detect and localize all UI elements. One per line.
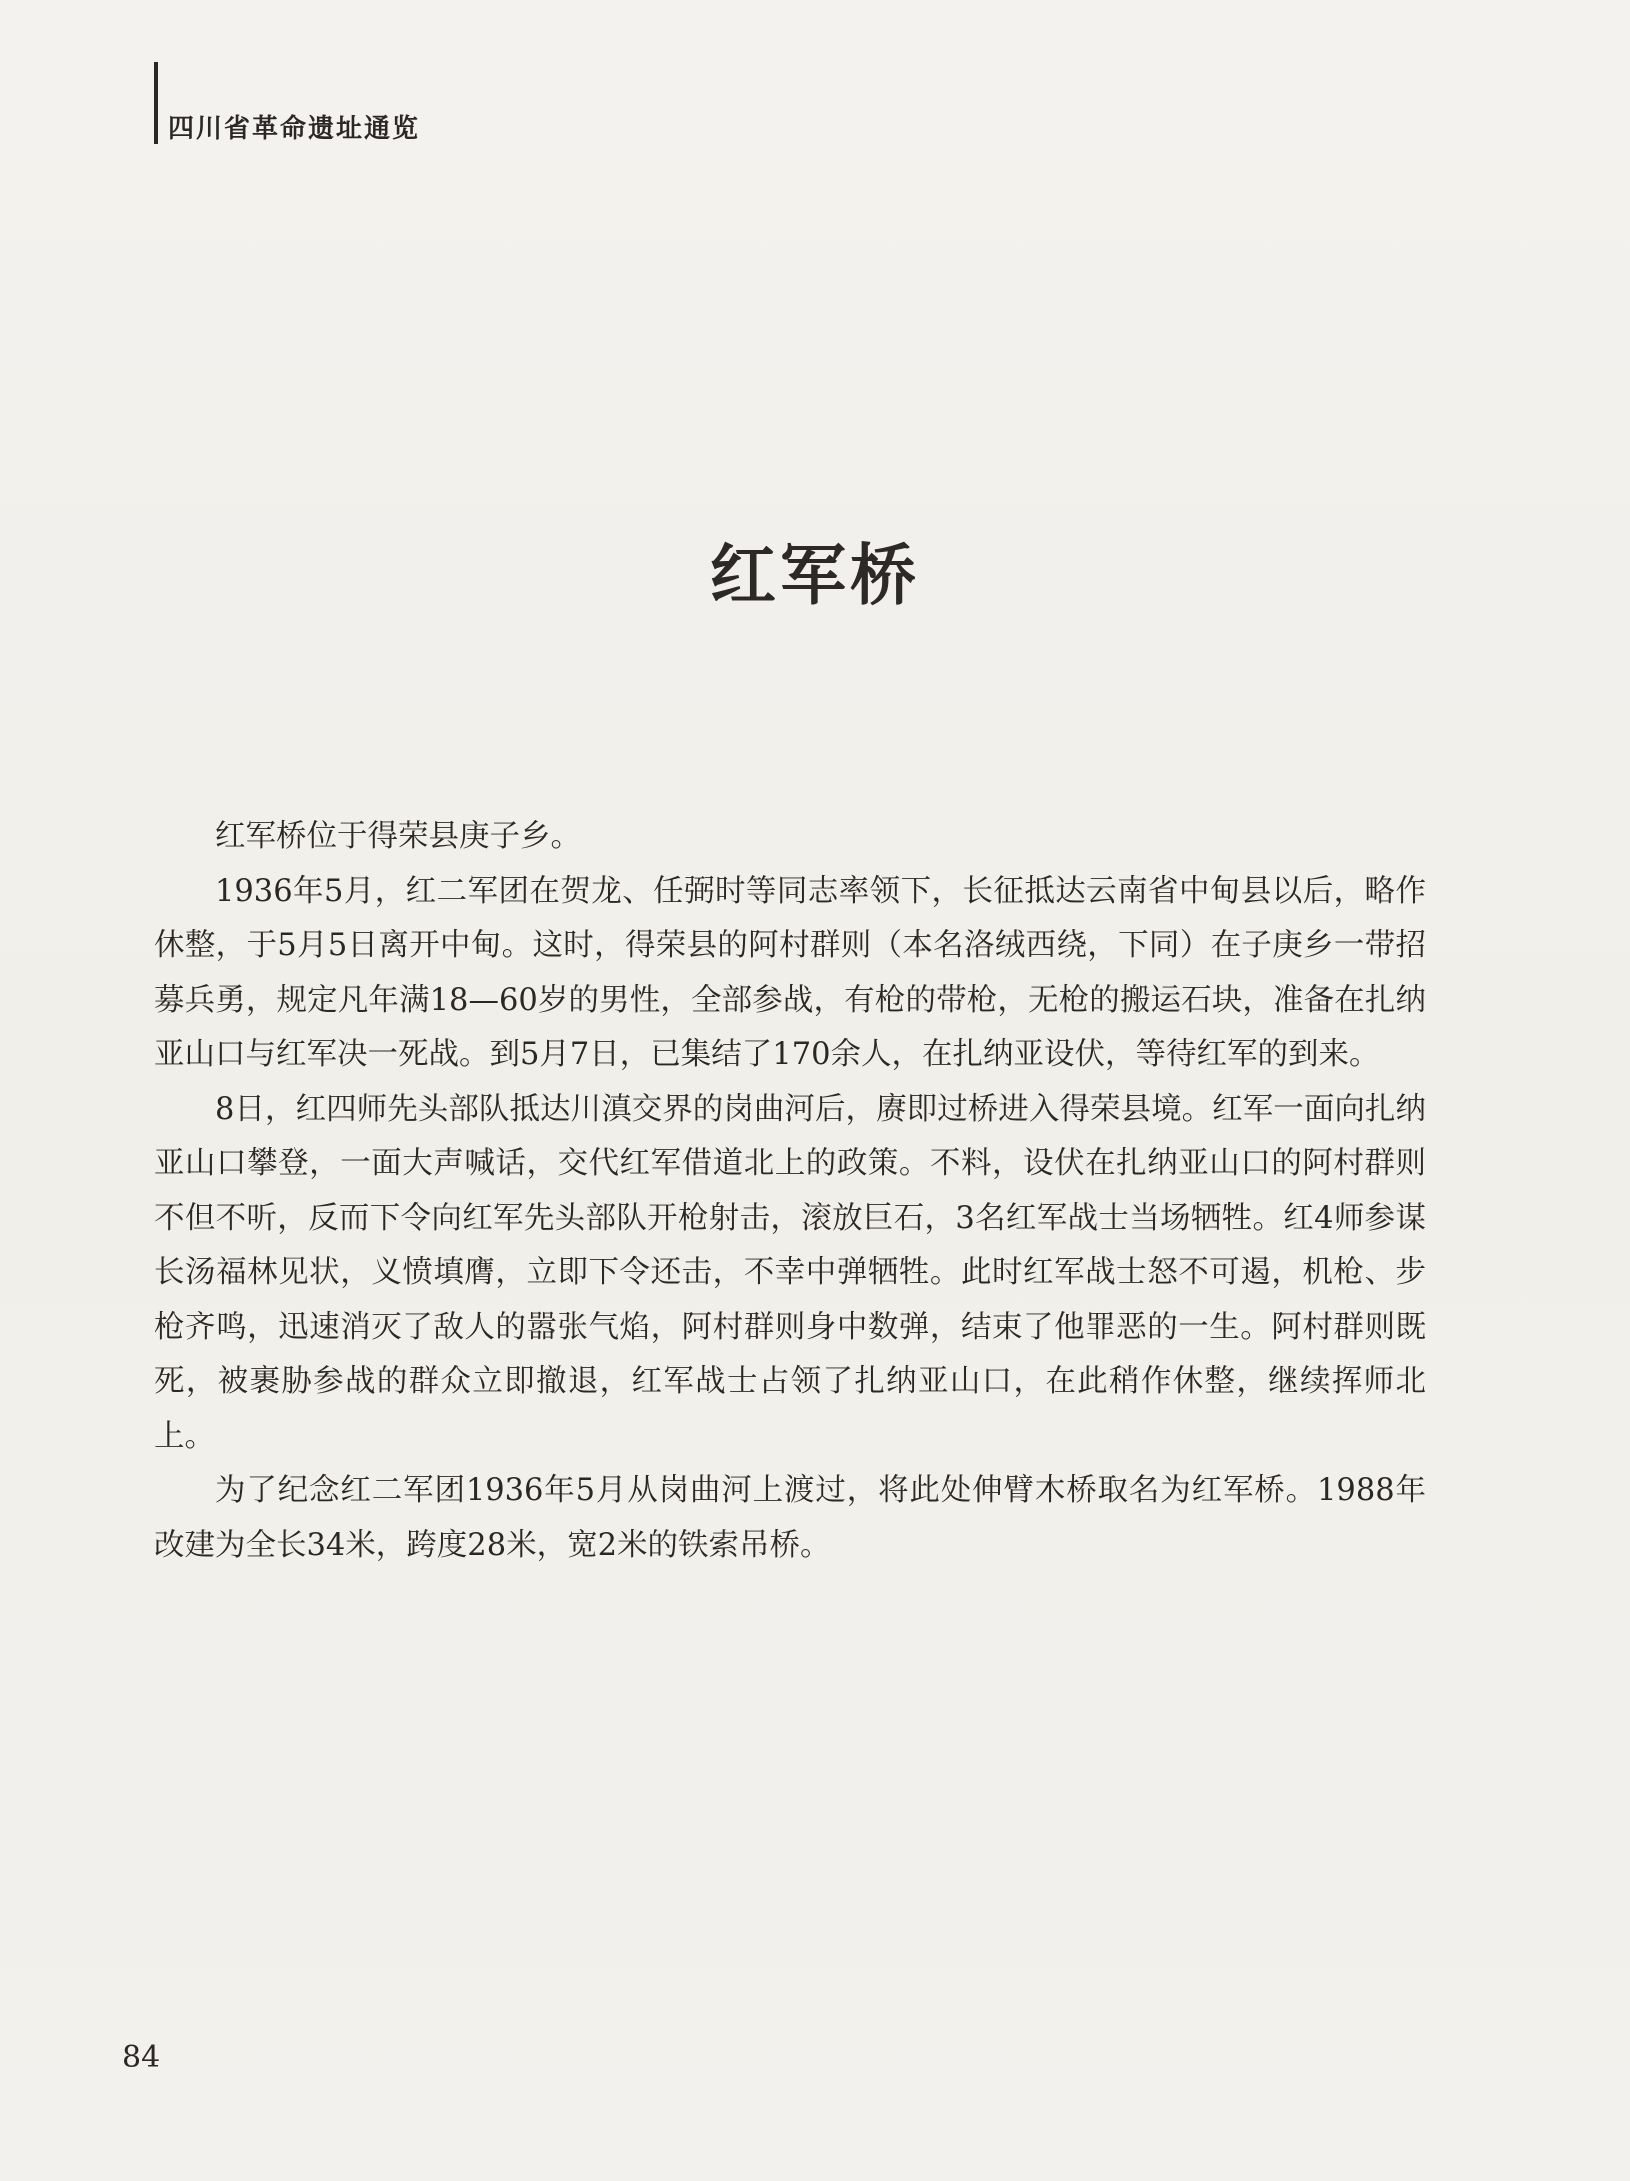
- page-title: 红军桥: [710, 537, 920, 614]
- header-rule: [154, 62, 158, 144]
- paragraph: 8日，红四师先头部队抵达川滇交界的岗曲河后，赓即过桥进入得荣县境。红军一面向扎纳亚山口攀登，一面大声喊话，交代红军借道北上的政策。不料，设伏在扎纳亚山口的阿村群则不但不听，反而下令向红军先头部队开枪射击，滚放巨石，3名红军战士当场牺牲。红4师参谋长汤福林见状，义愤填膺，立即下令还击，不幸中弹牺牲。此时红军战士怒不可遏，机枪、步枪齐鸣，迅速消灭了敌人的嚣张气焰，阿村群则身中数弹，结束了他罪恶的一生。阿村群则既死，被裹胁参战的群众立即撤退，红军战士占领了扎纳亚山口，在此稍作休整，继续挥师北上。: [154, 1091, 1426, 1454]
- paragraph: 1936年5月，红二军团在贺龙、任弼时等同志率领下，长征抵达云南省中甸县以后，略作休整，于5月5日离开中甸。这时，得荣县的阿村群则（本名洛绒西绕，下同）在子庚乡一带招募兵勇，规定凡年满18—60岁的男性，全部参战，有枪的带枪，无枪的搬运石块，准备在扎纳亚山口与红军决一死战。到5月7日，已集结了170余人，在扎纳亚设伏，等待红军的到来。: [154, 873, 1426, 1072]
- body-text: [154, 810, 1426, 1573]
- paragraph: 为了纪念红二军团1936年5月从岗曲河上渡过，将此处伸臂木桥取名为红军桥。1988年改建为全长34米，跨度28米，宽2米的铁索吊桥。: [154, 1473, 1426, 1563]
- running-head: 四川省革命遗址通览: [168, 114, 421, 144]
- paragraph: 红军桥位于得荣县庚子乡。: [215, 819, 581, 854]
- page-number: 84: [122, 2040, 161, 2075]
